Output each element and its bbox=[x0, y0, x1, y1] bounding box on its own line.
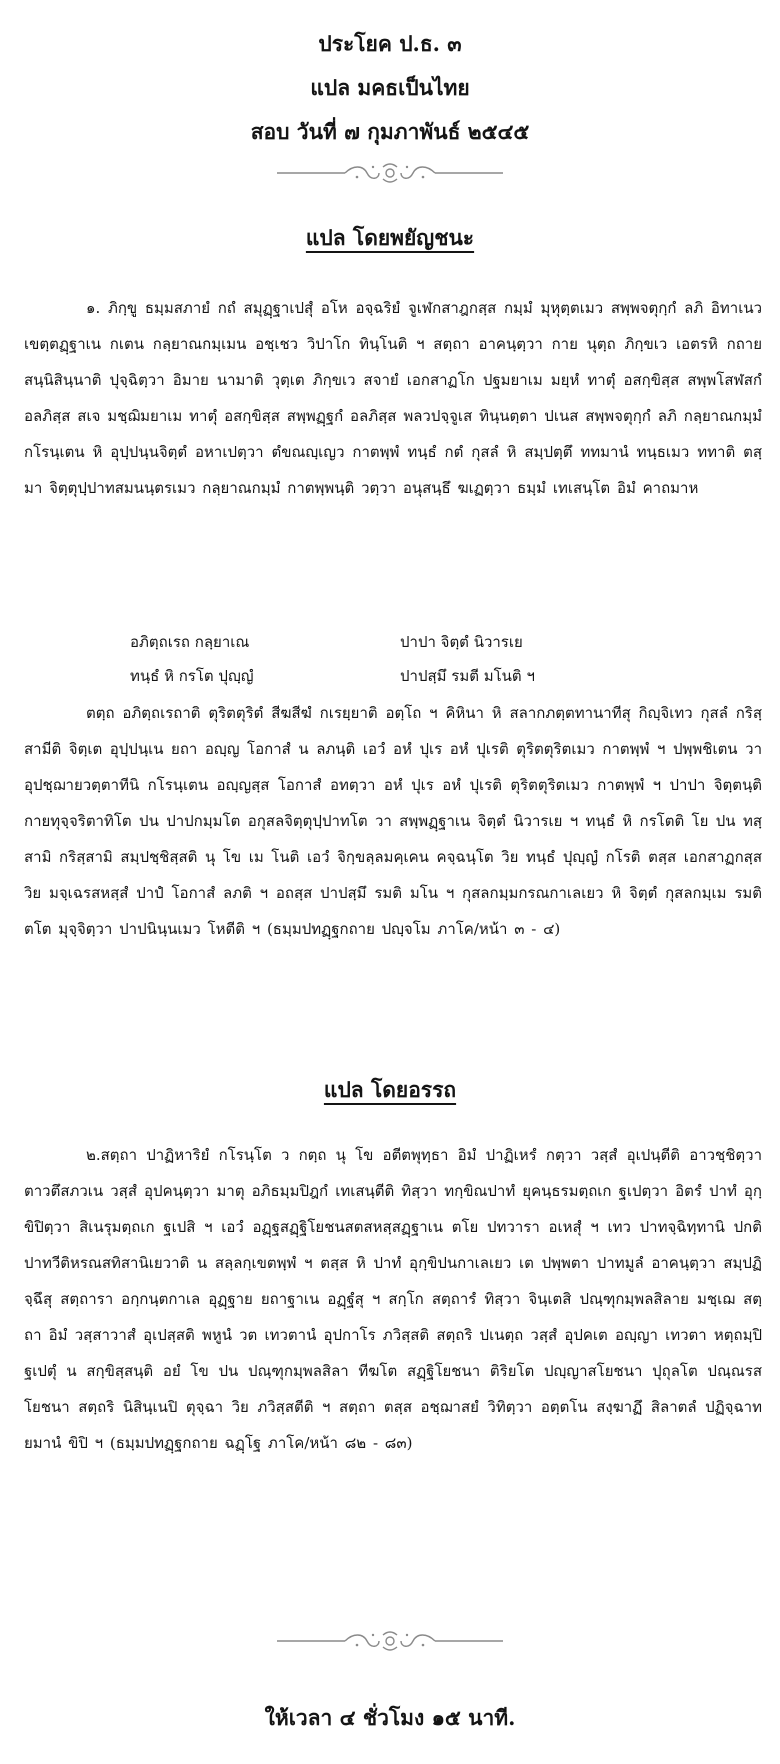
passage-paragraph-1: ๑. ภิกฺขู ธมฺมสภายํ กถํ สมุฏฺฐาเปสุํ อโห อจฺฉริยํ จูเฬกสาฎกสฺส กมฺมํ มุหุตฺตเมว สพฺพจตุกฺกํ ลภิ อิทาเนว เขตฺตฏฺฐาเน กเตน กลฺยาณกมฺเมน อชฺเชว วิปาโก ทินฺโนติ ฯ สตฺถา อาคนฺตฺวา กาย นุตฺถ ภิกฺขเว เอตรหิ กถาย สนฺนิสินฺนาติ ปุจฺฉิตฺวา อิมาย นามาติ วุตฺเต ภิกฺขเว สจายํ เอกสาฏโก ปฐมยาเม มยฺหํ ทาตุํ อสกฺขิสฺส สพฺพโสฬสกํ อลภิสฺส สเจ มชฺฌิมยาเม ทาตุํ อสกฺขิสฺส สพฺพฏฺฐกํ อลภิสฺส พลวปจฺจูเส ทินฺนตฺตา ปเนส สพฺพจตุกฺกํ ลภิ กลฺยาณกมฺมํ กโรนฺเตน หิ อุปฺปนฺนจิตฺตํ อหาเปตฺวา ตํขณญฺเญว กาตพฺพํ ทนฺธํ กตํ กุสลํ หิ สมฺปตฺตึ ททมานํ ทนฺธเมว ททาติ ตสฺมา จิตฺตุปฺปาทสมนนฺตรเมว กลฺยาณกมฺมํ กาตพฺพนฺติ วตฺวา อนุสนฺธึ ฆเฏตฺวา ธมฺมํ เทเสนฺโต อิมํ คาถมาห bbox=[24, 299, 762, 497]
ornament-divider-icon bbox=[0, 162, 780, 184]
verse-line bbox=[130, 625, 630, 659]
verse-line-first-half: อภิตฺถเรถ กลฺยาเณ bbox=[130, 633, 250, 651]
time-allowed: ให้เวลา ๔ ชั่วโมง ๑๕ นาที. bbox=[264, 1705, 516, 1730]
verse-line-second-half: ปาปา จิตฺตํ นิวารเย bbox=[400, 633, 523, 651]
verse-line bbox=[130, 659, 630, 693]
ornament-divider-icon bbox=[0, 1630, 780, 1652]
section-heading-meaning: แปล โดยอรรถ bbox=[323, 1077, 457, 1102]
verse-block bbox=[130, 625, 630, 693]
section-heading-literal: แปล โดยพยัญชนะ bbox=[305, 225, 475, 250]
exam-title: ประโยค ป.ธ. ๓ bbox=[318, 31, 462, 56]
verse-line-first-half: ทนฺธํ หิ กรโต ปุญฺญํ bbox=[130, 667, 254, 685]
passage-paragraph-3: ๒.สตฺถา ปาฏิหาริยํ กโรนฺโต ว กตฺถ นุ โข อตีตพุทฺธา อิมํ ปาฏิเหรํ กตฺวา วสฺสํ อุเปนฺตีติ อาวชฺชิตฺวา ตาวตึสภวเน วสฺสํ อุปคนฺตฺวา มาตุ อภิธมฺมปิฎกํ เทเสนฺตีติ ทิสฺวา ทกฺขิณปาทํ ยุคนฺธรมตฺถเก ฐเปตฺวา อิตรํ ปาทํ อุกฺขิปิตฺวา สิเนรุมตฺถเก ฐเปสิ ฯ เอวํ อฏฺฐสฏฺฐิโยชนสตสหสฺสฏฺฐาเน ตโย ปทวารา อเหสุํ ฯ เทว ปาทจฺฉิทฺทานิ ปกติปาทวีติหรณสทิสานิเยวาติ น สลฺลกฺเขตพฺพํ ฯ ตสฺส หิ ปาทํ อุกฺขิปนกาเลเยว เต ปพฺพตา ปาทมูลํ อาคนฺตฺวา สมฺปฏิจฺฉึสุ สตฺถารา อกฺกนฺตกาเล อุฏฺฐาย ยถาฐาเน อฏฺฐํสุ ฯ สกฺโก สตฺถารํ ทิสฺวา จินฺเตสิ ปณฺฑุกมฺพลสิลาย มชฺเฌ สตฺถา อิมํ วสฺสาวาสํ อุเปสฺสติ พหูนํ วต เทวตานํ อุปกาโร ภวิสฺสติ สตฺถริ ปเนตฺถ วสฺสํ อุปคเต อญฺญา เทวตา หตฺถมฺปิ ฐเปตุํ น สกฺขิสฺสนฺติ อยํ โข ปน ปณฺฑุกมฺพลสิลา ทีฆโต สฏฺฐิโยชนา ติริยโต ปญฺญาสโยชนา ปุถุลโต ปณฺณรสโยชนา สตฺถริ นิสินฺเนปิ ตุจฺฉา วิย ภวิสฺสตีติ ฯ สตฺถา ตสฺส อชฺฌาสยํ วิทิตฺวา อตฺตโน สงฺฆาฏึ สิลาตลํ ปฏิจฺฉาทยมานํ ขิปิ ฯ (ธมฺมปทฏฺฐกถาย ฉฏฺโฐ ภาโค/หน้า ๘๒ - ๘๓) bbox=[24, 1146, 762, 1452]
exam-subject: แปล มคธเป็นไทย bbox=[310, 75, 470, 100]
exam-date: สอบ วันที่ ๗ กุมภาพันธ์ ๒๕๔๕ bbox=[250, 119, 530, 144]
verse-line-second-half: ปาปสฺมึ รมตี มโนติ ฯ bbox=[400, 667, 535, 685]
passage-paragraph-2: ตตฺถ อภิตฺถเรถาติ ตุริตตุริตํ สีฆสีฆํ กเรยฺยาติ อตฺโถ ฯ คิหินา หิ สลากภตฺตทานาทีสุ กิญฺจิเทว กุสลํ กริสฺสามีติ จิตฺเต อุปฺปนฺเน ยถา อญฺญ โอกาสํ น ลภนฺติ เอวํ อหํ ปุเร อหํ ปุเรติ ตุริตตุริตเมว กาตพฺพํ ฯ ปพฺพชิเตน วา อุปชฺฌายวตฺตาทีนิ กโรนฺเตน อญฺญสฺส โอกาสํ อทตฺวา อหํ ปุเร อหํ ปุเรติ ตุริตตุริตเมว กาตพฺพํ ฯ ปาปา จิตฺตนฺติ กายทุจฺจริตาทิโต ปน ปาปกมฺมโต อกุสลจิตฺตุปฺปาทโต วา สพฺพฏฺฐาเน จิตฺตํ นิวารเย ฯ ทนฺธํ หิ กรโตติ โย ปน ทสฺสามิ กริสฺสามิ สมฺปชฺชิสฺสติ นุ โข เม โนติ เอวํ จิกฺขลฺลมคฺเคน คจฺฉนฺโต วิย ทนฺธํ ปุญฺญํ กโรติ ตสฺส เอกสาฏกสฺส วิย มจฺเฉรสหสฺสํ ปาปํ โอกาสํ ลภติ ฯ อถสฺส ปาปสฺมึ รมติ มโน ฯ กุสลกมฺมกรณกาเลเยว หิ จิตฺตํ กุสลกมฺเม รมติ ตโต มุจฺจิตฺวา ปาปนินฺนเมว โหตีติ ฯ (ธมฺมปทฏฺฐกถาย ปญฺจโม ภาโค/หน้า ๓ - ๔) bbox=[24, 704, 763, 938]
